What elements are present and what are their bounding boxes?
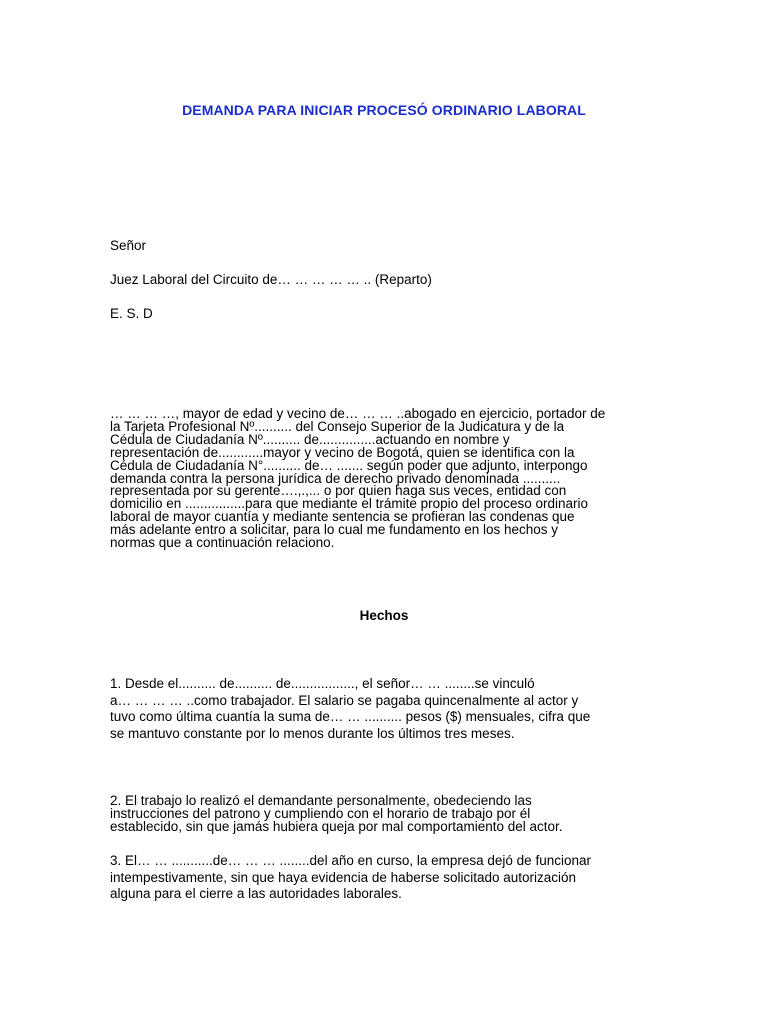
fact-line: 2. El trabajo lo realizó el demandante personalmente, obedeciendo las: [110, 793, 532, 808]
esd-line: E. S. D: [110, 306, 153, 321]
fact-line: 3. El… … ...........de… … … ........del año en curso, la empresa dejó de funcionar: [110, 853, 591, 868]
intro-line: laboral de mayor cuantía y mediante sentencia se profieran las condenas que: [110, 509, 575, 525]
section-heading: Hechos: [359, 608, 409, 623]
intro-line: normas que a continuación relaciono.: [110, 535, 335, 551]
fact-line: intempestivamente, sin que haya evidencia de haberse solicitado autorización: [110, 869, 577, 885]
intro-line: la Tarjeta Profesional Nº.......... del Consejo Superior de la Judicatura y de la: [110, 418, 565, 434]
intro-line: Cédula de Ciudadanía Nº.......... de...............actuando en nombre y: [110, 431, 510, 447]
fact-line: instrucciones del patrono y cumpliendo con el horario de trabajo por él: [110, 805, 531, 821]
intro-line: domicilio en ................para que mediante el trámite propio del proceso ordinario: [110, 496, 588, 512]
document-title: DEMANDA PARA INICIAR PROCESÓ ORDINARIO LABORAL: [182, 102, 586, 118]
fact-2: [110, 795, 640, 834]
intro-paragraph: [110, 408, 640, 550]
fact-line: se mantuvo constante por lo menos durante los últimos tres meses.: [110, 725, 515, 741]
salutation: Señor: [110, 238, 147, 253]
fact-3: [110, 853, 640, 903]
fact-line: 1. Desde el.......... de.......... de................., el señor… … ........se vinculó: [110, 676, 535, 691]
addressee: Juez Laboral del Circuito de… … … … … .. (Reparto): [110, 272, 432, 287]
intro-line: … … … …, mayor de edad y vecino de… … … ..abogado en ejercicio, portador de: [110, 406, 606, 421]
intro-line: Cédula de Ciudadanía N°.......... de… ....... según poder que adjunto, interpongo: [110, 457, 588, 473]
intro-line: más adelante entro a solicitar, para lo cual me fundamento en los hechos y: [110, 522, 559, 538]
fact-1: [110, 676, 640, 742]
intro-line: representada por su gerente….,.,... o por quien haga sus veces, entidad con: [110, 483, 567, 499]
fact-line: a… … … … ..como trabajador. El salario se pagaba quincenalmente al actor y: [110, 692, 579, 708]
fact-line: establecido, sin que jamás hubiera queja por mal comportamiento del actor.: [110, 818, 563, 834]
fact-line: tuvo como última cuantía la suma de… … .......... pesos ($) mensuales, cifra que: [110, 709, 591, 725]
intro-line: representación de............mayor y vecino de Bogotá, quien se identifica con la: [110, 444, 575, 460]
fact-line: alguna para el cierre a las autoridades laborales.: [110, 886, 402, 902]
intro-line: demanda contra la persona jurídica de derecho privado denominada ..........: [110, 470, 561, 486]
